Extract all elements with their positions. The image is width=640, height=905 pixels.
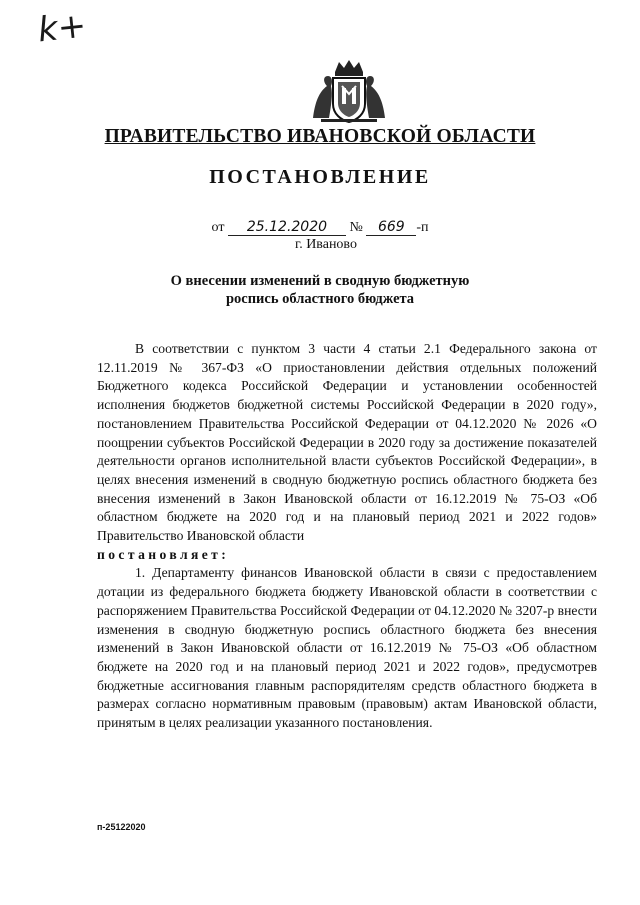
footer-code: п-25122020 bbox=[97, 822, 146, 832]
decree-word: постановляет: bbox=[97, 546, 230, 562]
subject-line: О внесении изменений в сводную бюджетную bbox=[170, 273, 470, 289]
subject-line: роспись областного бюджета bbox=[225, 291, 415, 307]
government-title: ПРАВИТЕЛЬСТВО ИВАНОВСКОЙ ОБЛАСТИ bbox=[104, 126, 536, 147]
coat-of-arms-icon bbox=[311, 58, 387, 124]
registration-line bbox=[0, 220, 640, 236]
date-prefix: от bbox=[211, 220, 225, 235]
handwritten-date: 25.12.2020 bbox=[228, 220, 346, 236]
city: г. Иваново bbox=[295, 237, 357, 252]
handwritten-note: k+ bbox=[36, 5, 89, 51]
number-sign: № bbox=[349, 220, 363, 235]
document-subject bbox=[0, 272, 640, 308]
body-paragraph: В соответствии с пунктом 3 части 4 статьи 2.1 Федерального закона от 12.11.2019 № 367-ФЗ «О приостановлении действия отдельных положений Бюджетного кодекса Российской Федерации и установлении особенностей исполнения бюджетов бюджетной системы Российской Федерации в 2020 году», постановлением Правительства Российской Федерации от 04.12.2020 № 2026 «О поощрении субъектов Российской Федерации в 2020 году за достижение показателей деятельности органов исполнительной власти субъектов Российской Федерации», в целях внесения изменений в сводную бюджетную роспись областного бюджета без внесения изменений в Закон Ивановской области от 16.12.2019 № 75-ОЗ «Об областном бюджете на 2020 год и на плановый период 2021 и 2022 годов» Правительство Ивановской области bbox=[97, 341, 597, 544]
decree-word-paragraph bbox=[97, 546, 597, 565]
number-suffix: -п bbox=[416, 220, 429, 235]
body-paragraph: 1. Департаменту финансов Ивановской области в связи с предоставлением дотации из федерального бюджета бюджету Ивановской области в соответствии с распоряжением Правительства Российской Федерации от 04.12.2020 № 3207-р внести изменения в сводную бюджетную роспись областного бюджета без внесения изменений в Закон Ивановской области от 16.12.2019 № 75-ОЗ «Об областном бюджете на 2020 год и на плановый период 2021 и 2022 годов», предусмотрев бюджетные ассигнования главным распорядителям средств областного бюджета в размерах согласно нормативным правовым (правовым) актам Ивановской области, принятым в целях реализации указанного постановления. bbox=[97, 565, 597, 731]
document-type: ПОСТАНОВЛЕНИЕ bbox=[209, 166, 431, 188]
document-body bbox=[97, 340, 597, 733]
handwritten-number: 669 bbox=[366, 220, 416, 236]
